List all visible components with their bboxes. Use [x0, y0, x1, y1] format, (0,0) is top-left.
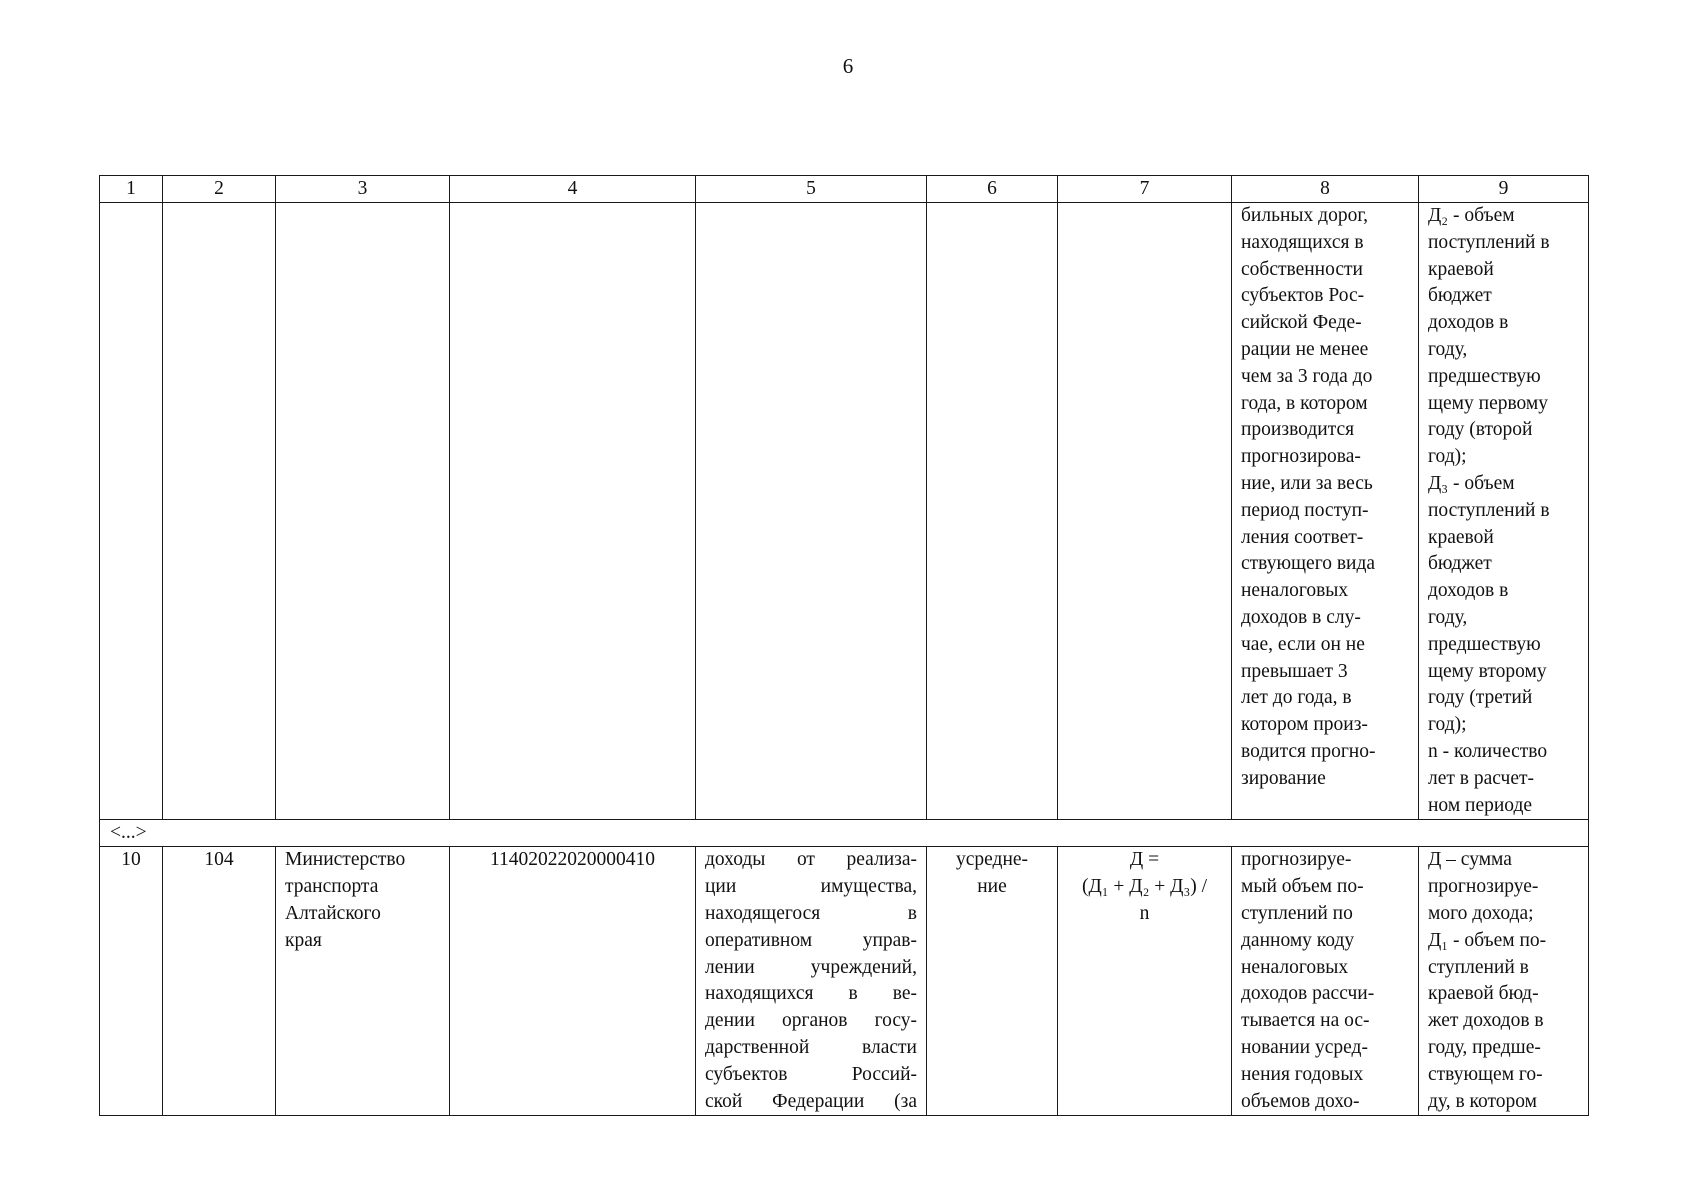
text-line: ции имущества,: [705, 876, 917, 898]
page-number: 6: [842, 54, 854, 78]
text-line: субъектов Россий-: [705, 1063, 917, 1085]
text-line: находящегося в: [705, 902, 917, 924]
column-number-header: 1: [100, 176, 163, 203]
revenue-description: [696, 847, 927, 1116]
formula-variables-description: Д₂ - объем поступлений в краевой бюджет доходов в году, предшествую щему первому году (второй год); Д₃ - объем поступлений в краевой бюджет доходов в году, предшествую щему второму году (третий год); n - количество лет в расчет- ном периоде: [1419, 203, 1589, 820]
column-number-row: [100, 176, 1589, 203]
table-cell: [927, 203, 1058, 820]
table-cell: [163, 203, 276, 820]
table-row: [100, 847, 1589, 1116]
column-number-header: 9: [1419, 176, 1589, 203]
text-line: дении органов госу-: [705, 1010, 917, 1032]
column-number-header: 5: [696, 176, 927, 203]
forecast-method: усредне- ние: [927, 847, 1058, 1116]
administrator-code: 104: [163, 847, 276, 1116]
omitted-rows-marker: <...>: [100, 820, 1589, 847]
text-line: оперативном управ-: [705, 929, 917, 951]
forecast-method-description: бильных дорог, находящихся в собственности субъектов Рос- сийской Феде- рации не менее чем за 3 года до года, в котором производится прогнозирова- ние, или за весь период поступ- ления соответ- ствующего вида неналоговых доходов в слу- чае, если он не превышает 3 лет до года, в котором произ- водится прогно- зирование: [1232, 203, 1419, 820]
table-cell: [276, 203, 450, 820]
column-number-header: 2: [163, 176, 276, 203]
table-cell: [1058, 203, 1232, 820]
text-line: лении учреждений,: [705, 956, 917, 978]
table-cell: [100, 203, 163, 820]
formula-variables-description: Д – сумма прогнозируе- мого дохода; Д₁ - объем по- ступлений в краевой бюд- жет доходов в году, предше- ствующем го- ду, в котором: [1419, 847, 1589, 1116]
text-line: доходы от реализа-: [705, 849, 917, 871]
revenue-forecast-table: [99, 175, 1589, 1116]
column-number-header: 6: [927, 176, 1058, 203]
text-line: находящихся в ве-: [705, 983, 917, 1005]
row-number: 10: [100, 847, 163, 1116]
text-line: дарственной власти: [705, 1036, 917, 1058]
forecast-method-description: прогнозируе- мый объем по- ступлений по данному коду неналоговых доходов рассчи- тывается на ос- новании усред- нения годовых объемов дохо-: [1232, 847, 1419, 1116]
column-number-header: 3: [276, 176, 450, 203]
continuation-row: [100, 203, 1589, 820]
omitted-rows-marker-row: [100, 820, 1589, 847]
column-number-header: 8: [1232, 176, 1419, 203]
column-number-header: 4: [450, 176, 696, 203]
budget-classification-code: 11402022020000410: [450, 847, 696, 1116]
administrator-name: Министерство транспорта Алтайского края: [276, 847, 450, 1116]
table-cell: [450, 203, 696, 820]
text-line: ской Федерации (за: [705, 1090, 917, 1112]
column-number-header: 7: [1058, 176, 1232, 203]
calculation-formula: Д = (Д₁ + Д₂ + Д₃) / n: [1058, 847, 1232, 1116]
table-cell: [696, 203, 927, 820]
